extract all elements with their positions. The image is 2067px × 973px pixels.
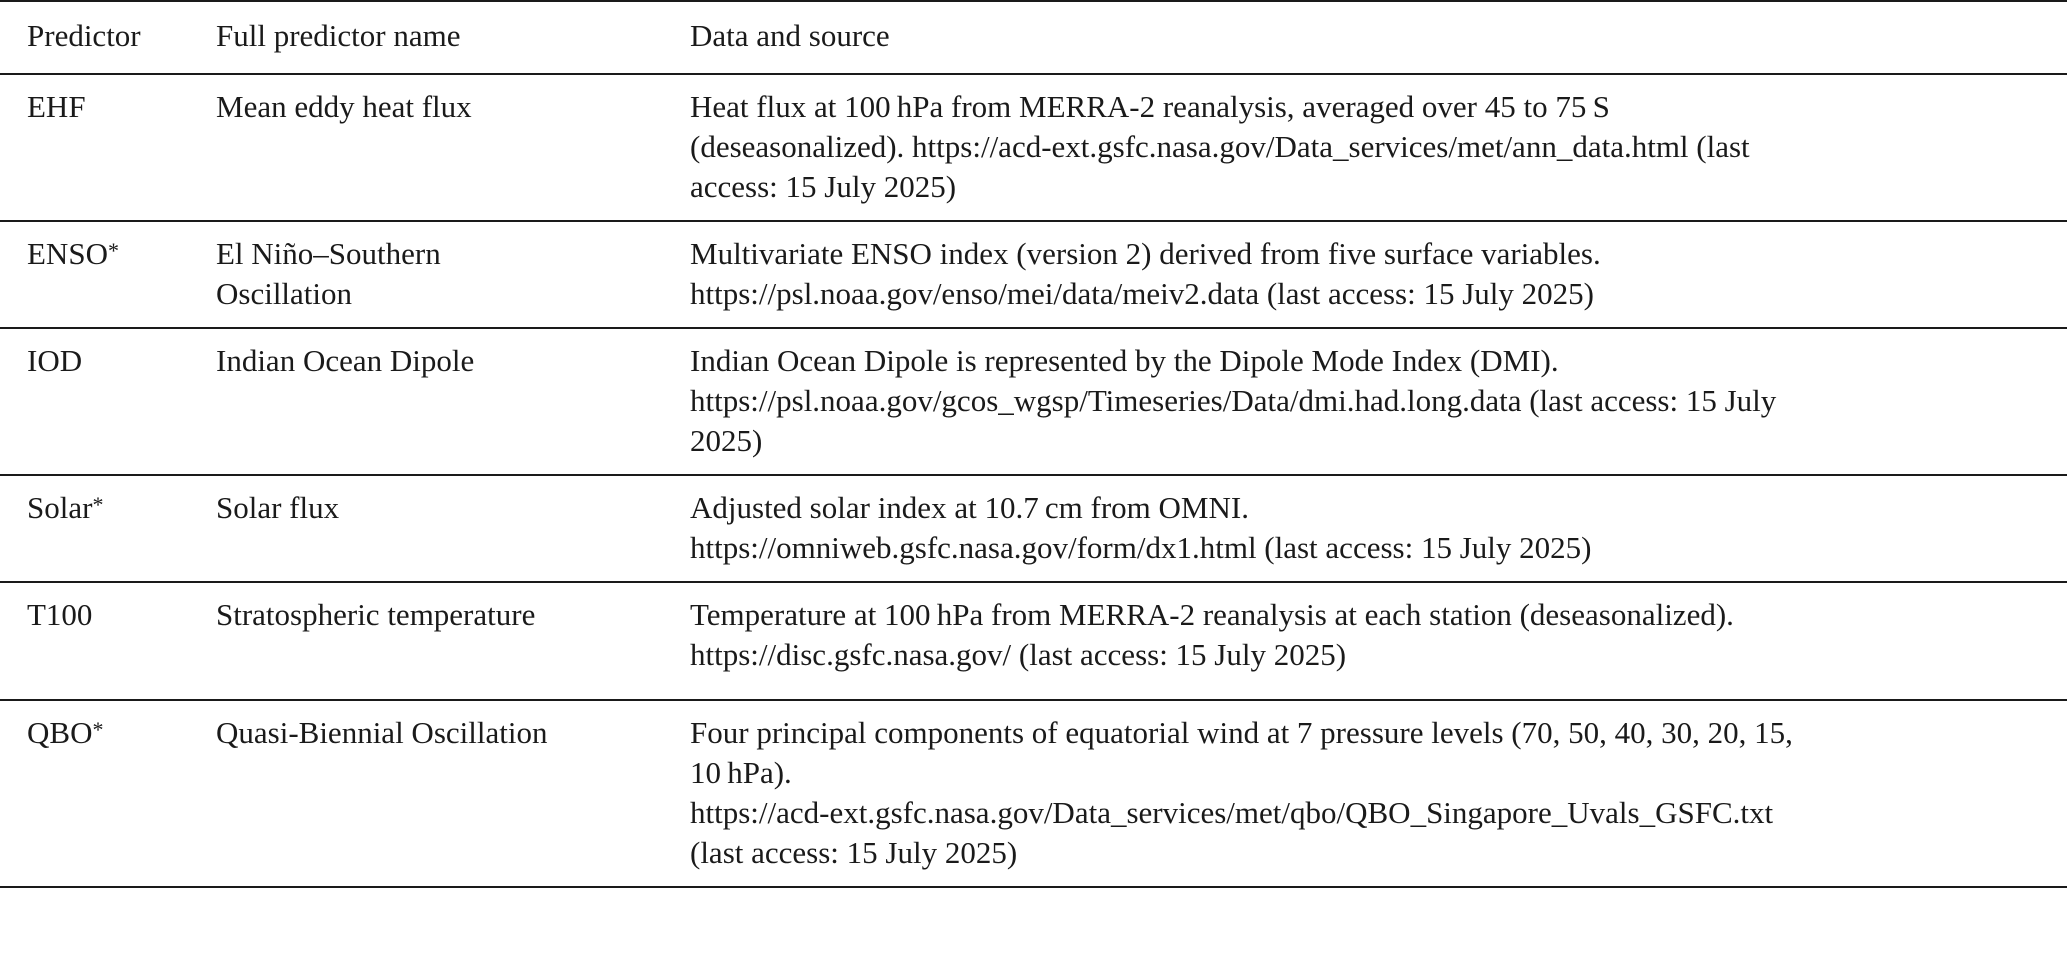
header-full-predictor-name: Full predictor name [216,18,461,53]
source-line: Temperature at 100 hPa from MERRA-2 reanalysis at each station (deseasonalized). [690,597,1734,632]
source-line: https://psl.noaa.gov/gcos_wgsp/Timeseries/Data/dmi.had.long.data (last access: 15 July [690,383,1777,418]
source-line: 10 hPa). [690,755,792,790]
table-row [0,221,2067,328]
table-header-row [0,1,2067,74]
predictor-mark: * [92,717,104,743]
source-line: Adjusted solar index at 10.7 cm from OMNI. [690,490,1249,525]
full-name-text: El Niño–Southern Oscillation [216,236,441,311]
table-row [0,700,2067,887]
full-name-cell: Solar flux [216,490,340,525]
table-row [0,475,2067,582]
predictor-mark: * [92,492,104,518]
full-name-cell: Mean eddy heat flux [216,89,472,124]
source-line: Heat flux at 100 hPa from MERRA-2 reanalysis, averaged over 45 to 75 S [690,89,1610,124]
source-line: 2025) [690,423,763,458]
predictor-code: Solar [27,490,93,525]
predictor-code: ENSO [27,236,108,271]
source-cell [690,221,2067,328]
source-line: Four principal components of equatorial wind at 7 pressure levels (70, 50, 40, 30, 20, 15, [690,715,1793,750]
predictor-cell [0,475,216,582]
source-line: (last access: 15 July 2025) [690,835,1018,870]
predictor-code: QBO [27,715,93,750]
full-name-cell: Stratospheric temperature [216,597,536,632]
table-row [0,328,2067,475]
predictor-cell [0,74,216,221]
predictor-code: T100 [27,597,93,632]
header-predictor: Predictor [27,18,141,53]
source-line: Multivariate ENSO index (version 2) derived from five surface variables. [690,236,1601,271]
predictor-cell [0,582,216,700]
source-cell [690,700,2067,887]
table-row [0,74,2067,221]
predictor-cell [0,700,216,887]
source-line: Indian Ocean Dipole is represented by the Dipole Mode Index (DMI). [690,343,1559,378]
predictor-cell [0,328,216,475]
source-line: https://acd-ext.gsfc.nasa.gov/Data_services/met/qbo/QBO_Singapore_Uvals_GSFC.txt [690,795,1774,830]
full-name-cell: Quasi-Biennial Oscillation [216,715,548,750]
header-data-and-source: Data and source [690,18,890,53]
predictor-code: EHF [27,89,86,124]
source-cell [690,328,2067,475]
source-line: https://psl.noaa.gov/enso/mei/data/meiv2.data (last access: 15 July 2025) [690,276,1594,311]
source-cell [690,475,2067,582]
predictor-cell [0,221,216,328]
predictor-mark: * [107,238,119,264]
predictor-code: IOD [27,343,83,378]
source-line: (deseasonalized). https://acd-ext.gsfc.nasa.gov/Data_services/met/ann_data.html (last [690,129,1750,164]
full-name-cell: Indian Ocean Dipole [216,343,475,378]
source-line: https://omniweb.gsfc.nasa.gov/form/dx1.html (last access: 15 July 2025) [690,530,1592,565]
table-row [0,582,2067,700]
full-name-cell [216,221,690,328]
source-cell [690,74,2067,221]
source-line: access: 15 July 2025) [690,169,957,204]
source-cell [690,582,2067,700]
source-line: https://disc.gsfc.nasa.gov/ (last access: 15 July 2025) [690,637,1347,672]
